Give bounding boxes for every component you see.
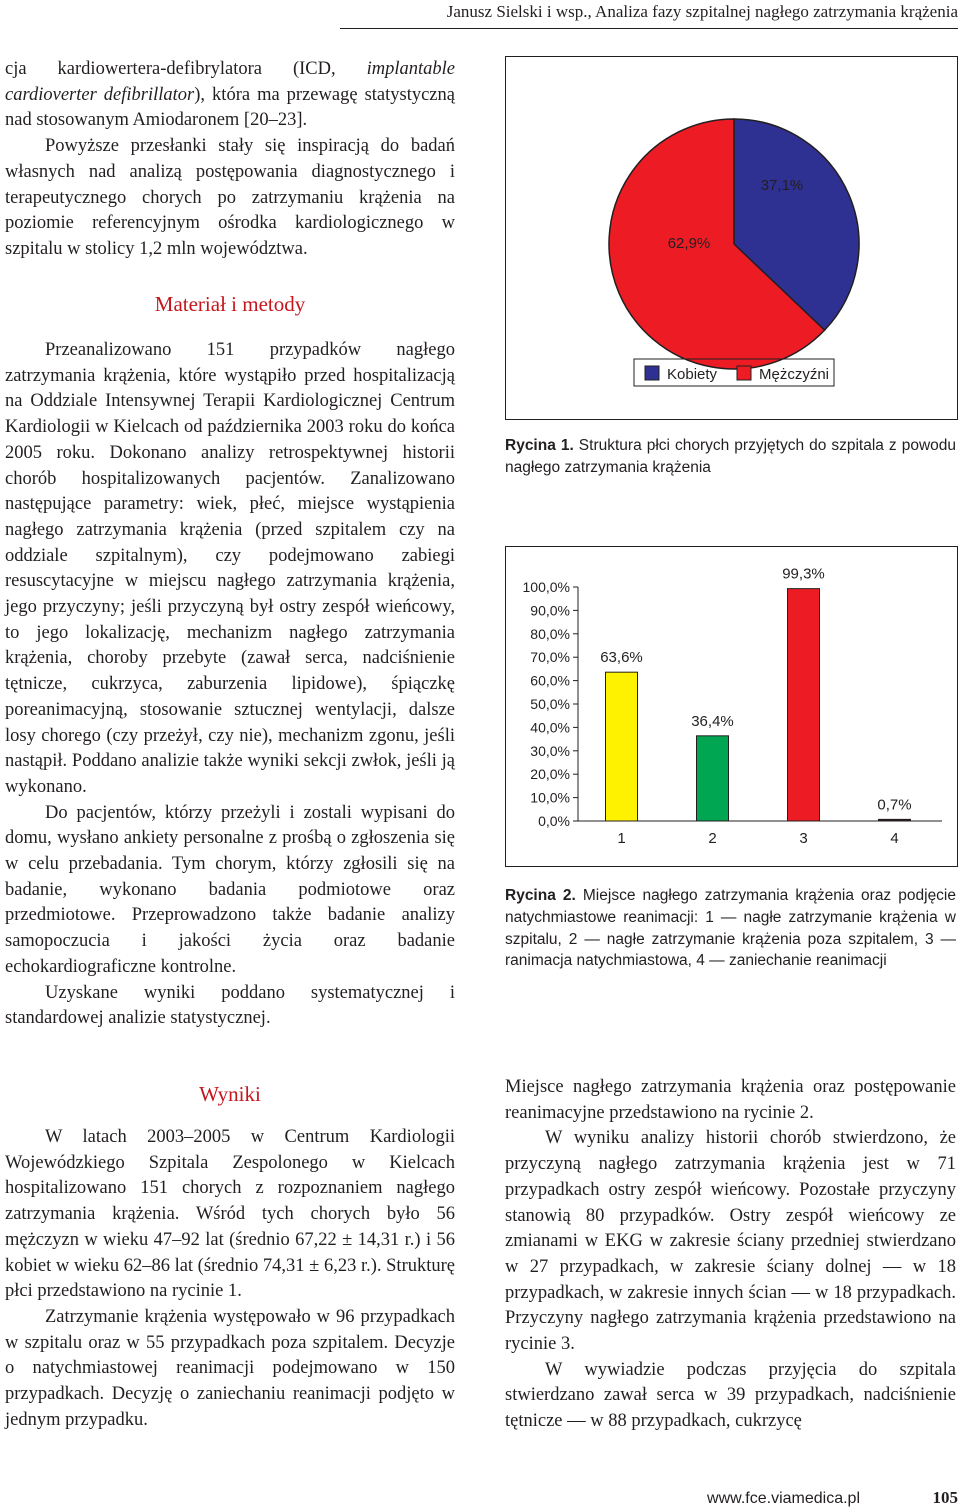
figure-2-frame <box>505 546 958 867</box>
methods-heading: Materiał i metody <box>154 292 306 316</box>
page-number: 105 <box>932 1488 958 1507</box>
running-header <box>318 2 958 26</box>
methods-paragraph-2: Do pacjentów, którzy przeżyli i zostali wypisani do domu, wysłano ankiety personalne z prośbą o zgłoszenia się w celu przebadania. Tym chorym, którzy zgłosili się na badanie, wykonano badania podmiotowe oraz przedmiotowe. Przeprowadzono także badanie analizy samopoczucia i jakości życia oraz badanie echokardiograficzne kontrolne. <box>5 802 455 977</box>
results-paragraph-2: Zatrzymanie krążenia występowało w 96 przypadkach w szpitalu oraz w 55 przypadkach poza szpitalem. Decyzje o natychmiastowej reanimacji podejmowano w 150 przypadkach. Decyzję o zaniechaniu reanimacji podjęto w jednym przypadku. <box>5 1306 455 1430</box>
figure-1-label: Rycina 1. <box>505 437 574 454</box>
y-tick-label: 60,0% <box>530 672 570 689</box>
bar-chart <box>506 547 957 866</box>
bar-2 <box>697 736 729 821</box>
legend-label: Mężczyźni <box>759 366 830 383</box>
methods-paragraph-1: Przeanalizowano 151 przypadków nagłego zatrzymania krążenia, które wystąpiło przed hospitalizacją na Oddziale Intensywnej Terapii Kardiologicznej Centrum Kardiologii w Kielcach od października 2003 roku do końca 2005 roku. Dokonano analizy retrospektywnej historii chorób hospitalizowanych pacjentów. Zanalizowano następujące parametry: wiek, płeć, miejsce wystąpienia nagłego zatrzymania krążenia (przed szpitalem czy na oddziale szpitalnym), czy podejmowano zabiegi resuscytacyjne w miejscu nagłego zatrzymania krążenia, jego przyczyny; jeśli przyczyną był ostry zespół wieńcowy, to jego lokalizację, mechanizm nagłego zatrzymania krążenia, choroby przebyte (zawał serca, nadciśnienie tętnicze, cukrzyca, zaburzenia lipidowe), śpiączkę poreanimacyjną, stosowanie sztucznej wentylacji, dalsze losy chorego (czy przeżył, czy nie), mechanizm zgonu, jeśli nastąpił. Poddano analizie także wyniki sekcji zwłok, jeśli ją wykonano. <box>5 340 455 797</box>
bar-value-label: 99,3% <box>782 565 825 583</box>
pie-chart <box>506 57 957 419</box>
methods-paragraph-3: Uzyskane wyniki poddano systematycznej i standardowej analizie statystycznej. <box>5 982 455 1029</box>
results-heading: Wyniki <box>199 1082 261 1106</box>
figure-1-caption <box>505 435 956 479</box>
bar-value-label: 0,7% <box>877 796 912 814</box>
methods-block <box>5 338 455 1032</box>
bar-value-label: 36,4% <box>691 712 734 730</box>
pie-value-label: 62,9% <box>667 235 711 252</box>
footer-url[interactable]: www.fce.viamedica.pl <box>707 1490 860 1507</box>
figure-2-label: Rycina 2. <box>505 887 576 904</box>
legend-label: Kobiety <box>667 366 718 383</box>
x-tick-label: 1 <box>617 830 626 847</box>
y-tick-label: 70,0% <box>530 649 570 666</box>
y-tick-label: 10,0% <box>530 789 570 806</box>
header-authors: Janusz Sielski i wsp. <box>446 2 588 21</box>
intro-text-italic: implantable cardioverter defibrillator <box>5 59 455 105</box>
right-paragraph-2: W wyniku analizy historii chorób stwierdzono, że przyczyną nagłego zatrzymania krążenia jest w 71 przypadkach ostry zespół wieńcowy. Pozostałe przyczyny stanowią 80 przypadków. Ostry zespół wieńcowy ze zmianami w EKG w zakresie ściany przedniej stwierdzano w 27 przypadkach, w zakresie ściany dolnej — w 18 przypadkach, w zakresie innych ścian — w 18 przypadkach. Przyczyny nagłego zatrzymania krążenia przedstawiono na rycinie 3. <box>505 1128 956 1355</box>
bar-4 <box>879 819 911 821</box>
y-tick-label: 50,0% <box>530 696 570 712</box>
legend-swatch-kobiety <box>645 366 659 380</box>
intro-paragraph-2: Powyższe przesłanki stały się inspiracją do badań własnych nad analizą postępowania diagnostycznego i terapeutycznego chorych po zatrzymaniu krążenia na poziomie referencyjnym ośrodka kardiologicznego w szpitalu w stolicy 1,2 mln województwa. <box>5 136 455 259</box>
header-title: Analiza fazy szpitalnej nagłego zatrzymania krążenia <box>595 2 958 21</box>
y-tick-label: 80,0% <box>530 625 570 642</box>
intro-paragraph-1 <box>5 57 455 134</box>
intro-block <box>5 57 455 263</box>
bar-1 <box>606 672 638 821</box>
results-block <box>5 1125 455 1433</box>
legend-swatch-mezczyzni <box>737 366 751 380</box>
y-tick-label: 100,0% <box>522 579 570 595</box>
header-rule <box>340 28 958 29</box>
header-separator: , <box>587 2 596 21</box>
y-tick-label: 20,0% <box>530 766 570 783</box>
bar-3 <box>788 589 820 821</box>
x-tick-label: 2 <box>708 830 717 847</box>
y-tick-label: 40,0% <box>530 719 570 736</box>
bar-value-label: 63,6% <box>600 649 643 667</box>
figure-1-text: Struktura płci chorych przyjętych do szpitala z powodu nagłego zatrzymania krążenia <box>505 437 956 476</box>
right-text-block <box>505 1075 956 1435</box>
intro-text-a: cja kardiowertera-defibrylatora (ICD, <box>5 59 367 79</box>
figure-2-text: Miejsce nagłego zatrzymania krążenia oraz podjęcie natychmiastowe reanimacji: 1 — nagłe zatrzymanie krążenia w szpitalu, 2 — nagłe zatrzymanie krążenia poza szpitalem, 3 — ranimacja natychmiastowa, 4 — zaniechanie reanimacji <box>505 887 956 970</box>
x-tick-label: 3 <box>799 830 808 847</box>
y-tick-label: 0,0% <box>538 813 570 829</box>
figure-1-frame <box>505 56 958 420</box>
x-tick-label: 4 <box>890 830 899 847</box>
figure-2-caption <box>505 885 956 972</box>
right-paragraph-1: Miejsce nagłego zatrzymania krążenia oraz postępowanie reanimacyjne przedstawiono na rycinie 2. <box>505 1077 956 1123</box>
y-tick-label: 30,0% <box>530 742 570 759</box>
pie-value-label: 37,1% <box>760 177 804 194</box>
right-paragraph-3: W wywiadzie podczas przyjęcia do szpitala stwierdzano zawał serca w 39 przypadkach, nadciśnienie tętnicze — w 88 przypadkach, cukrzycę <box>505 1359 956 1432</box>
intro-text-b: ), która ma przewagę statystyczną nad stosowanym Amiodaronem [20–23]. <box>5 84 455 131</box>
y-tick-label: 90,0% <box>530 602 570 619</box>
results-paragraph-1: W latach 2003–2005 w Centrum Kardiologii Wojewódzkiego Szpitala Zespolonego w Kielcach hospitalizowano 151 chorych z rozpoznaniem nagłego zatrzymania krążenia. Wśród tych chorych było 56 mężczyzn w wieku 47–92 lat (średnio 67,22 ± 14,31 r.) i 56 kobiet w wieku 62–86 lat (średnio 74,31 ± 6,23 r.). Strukturę płci przedstawiono na rycinie 1. <box>5 1127 455 1302</box>
